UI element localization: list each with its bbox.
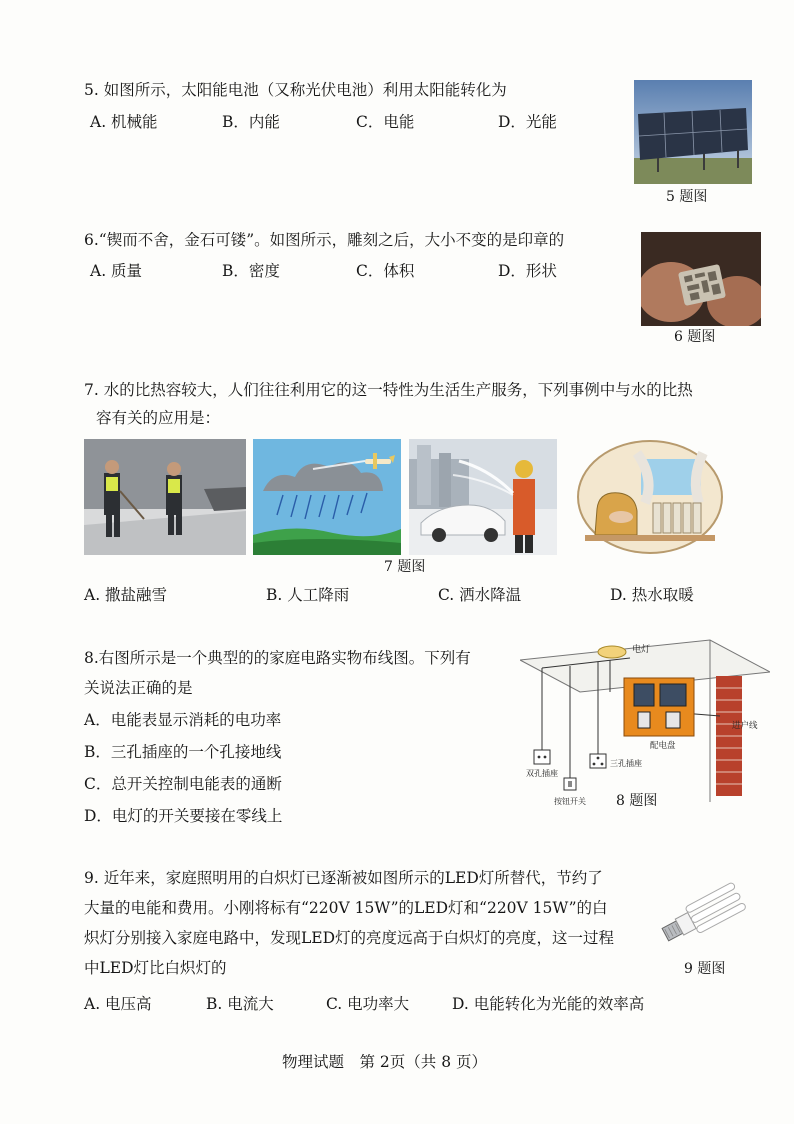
hot-water-heating-image — [575, 439, 725, 555]
artificial-rain-image — [253, 439, 401, 555]
q8-option-c: C．总开关控制电能表的通断 — [84, 775, 282, 793]
q8-figure-caption: 8 题图 — [616, 793, 658, 809]
q7-option-d: D. 热水取暖 — [610, 586, 694, 604]
led-bulb-image — [652, 876, 752, 952]
q8-option-b: B．三孔插座的一个孔接地线 — [84, 743, 282, 761]
q9-option-a: A. 电压高 — [84, 995, 152, 1013]
q6-option-a: A. 质量 — [90, 262, 143, 280]
panel-label: 配电盘 — [650, 741, 676, 751]
water-spray-image — [409, 439, 557, 555]
q7-option-c: C. 洒水降温 — [438, 586, 522, 604]
q6-option-b: B．密度 — [222, 262, 280, 280]
q9-option-c: C. 电功率大 — [326, 995, 410, 1013]
q9-stem-line2: 大量的电能和费用。小刚将标有“220V 15W”的LED灯和“220V 15W”的白 — [84, 899, 608, 917]
q9-option-d: D. 电能转化为光能的效率高 — [452, 995, 645, 1013]
entry-line-label: 进户线 — [732, 721, 758, 731]
q5-stem: 5. 如图所示，太阳能电池（又称光伏电池）利用太阳能转化为 — [84, 81, 507, 99]
button-switch-label: 按钮开关 — [554, 797, 586, 806]
q7-stem-line1: 7. 水的比热容较大，人们往往利用它的这一特性为生活生产服务，下列事例中与水的比热 — [84, 381, 693, 399]
q9-figure-caption: 9 题图 — [684, 961, 726, 977]
q5-option-d: D．光能 — [498, 113, 557, 131]
page-footer: 物理试题 第 2页（共 8 页） — [282, 1053, 488, 1071]
q7-option-a: A. 撒盐融雪 — [84, 586, 168, 604]
q5-option-c: C．电能 — [356, 113, 415, 131]
seal-carving-image — [641, 232, 761, 326]
q8-option-d: D．电灯的开关要接在零线上 — [84, 807, 283, 825]
q5-option-b: B．内能 — [222, 113, 280, 131]
salt-snow-image — [84, 439, 246, 555]
q7-figure-caption: 7 题图 — [384, 559, 426, 575]
q9-stem-line3: 炽灯分别接入家庭电路中，发现LED灯的亮度远高于白炽灯的亮度，这一过程 — [84, 929, 615, 947]
q7-stem-line2: 容有关的应用是： — [96, 409, 221, 427]
q9-stem-line4: 中LED灯比白炽灯的 — [84, 959, 227, 977]
lamp-label: 电灯 — [632, 645, 651, 655]
q9-stem-line1: 9. 近年来，家庭照明用的白炽灯已逐渐被如图所示的LED灯所替代，节约了 — [84, 869, 603, 887]
q5-figure-caption: 5 题图 — [666, 189, 708, 205]
q8-stem-line2: 关说法正确的是 — [84, 679, 193, 697]
q6-option-d: D．形状 — [498, 262, 557, 280]
q9-option-b: B. 电流大 — [206, 995, 274, 1013]
q6-figure-caption: 6 题图 — [674, 329, 716, 345]
two-hole-socket-label: 双孔插座 — [526, 769, 558, 778]
household-circuit-diagram — [520, 632, 770, 812]
solar-panel-image — [634, 80, 752, 184]
q6-option-c: C．体积 — [356, 262, 415, 280]
q8-option-a: A．电能表显示消耗的电功率 — [84, 711, 282, 729]
q6-stem: 6.“锲而不舍，金石可镂”。如图所示，雕刻之后，大小不变的是印章的 — [84, 231, 565, 249]
q8-stem-line1: 8.右图所示是一个典型的的家庭电路实物布线图。下列有 — [84, 649, 471, 667]
q7-option-b: B. 人工降雨 — [266, 586, 350, 604]
three-hole-socket-label: 三孔插座 — [610, 759, 642, 768]
q5-option-a: A. 机械能 — [90, 113, 158, 131]
